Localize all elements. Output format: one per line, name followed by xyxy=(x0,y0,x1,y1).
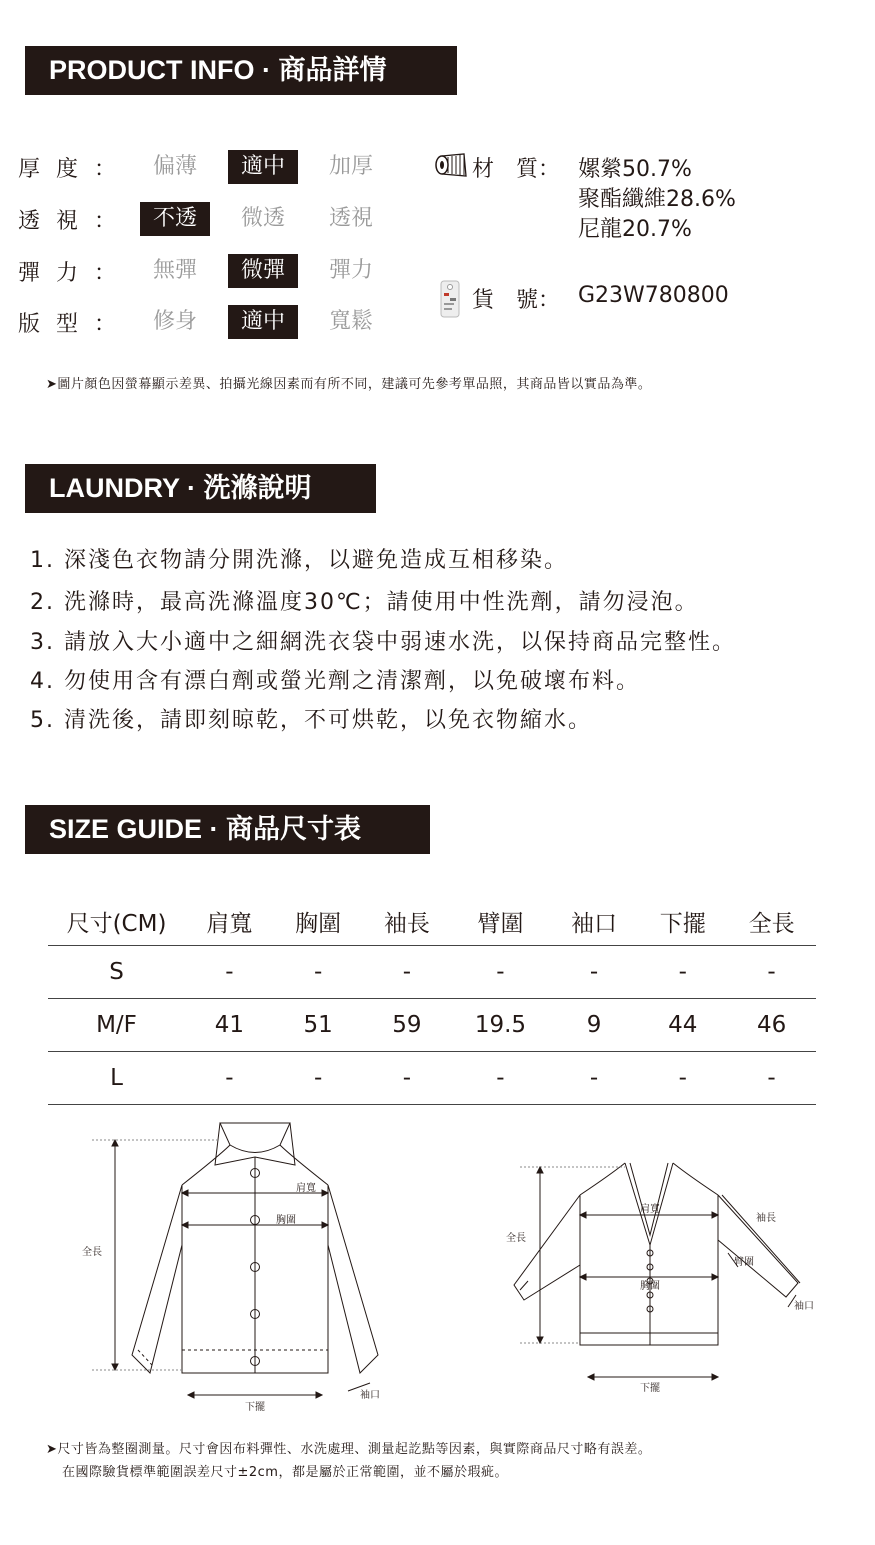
measure-cell: - xyxy=(638,946,727,999)
arm-label: 臂圍 xyxy=(734,1257,754,1268)
material-line: 嫘縈50.7% xyxy=(578,157,692,182)
cuff-label: 袖口 xyxy=(360,1390,380,1401)
chest-label: 胸圍 xyxy=(640,1281,660,1292)
column-header: 袖口 xyxy=(550,897,639,946)
size-table-header-row xyxy=(48,897,816,946)
attribute-label: 版型： xyxy=(18,311,133,337)
attribute-option: 透視 xyxy=(328,206,373,231)
attribute-option-selected: 微彈 xyxy=(228,254,298,288)
attribute-row xyxy=(18,254,404,288)
measure-cell: - xyxy=(451,1052,549,1105)
attribute-option: 修身 xyxy=(152,309,197,334)
attribute-option-selected: 適中 xyxy=(228,150,298,184)
cardigan-measurement-diagram xyxy=(500,1155,830,1405)
attribute-row xyxy=(18,150,404,184)
sleeve-label: 袖長 xyxy=(756,1213,776,1224)
color-disclaimer: ➤圖片顏色因螢幕顯示差異、拍攝光線因素而有所不同，建議可先參考單品照，其商品皆以實品為準。 xyxy=(46,377,652,392)
table-row xyxy=(48,946,816,999)
sku-label: 貨 號： xyxy=(472,288,561,313)
column-header: 全長 xyxy=(727,897,816,946)
tag-icon xyxy=(438,278,462,324)
size-cell: S xyxy=(48,946,185,999)
laundry-item: 3. 請放入大小適中之細網洗衣袋中弱速水洗，以保持商品完整性。 xyxy=(30,630,736,655)
length-label: 全長 xyxy=(506,1233,526,1244)
attribute-option: 偏薄 xyxy=(152,154,197,179)
product-info-header: PRODUCT INFO · 商品詳情 xyxy=(25,46,457,95)
column-header: 袖長 xyxy=(363,897,452,946)
table-row xyxy=(48,999,816,1052)
sku-value: G23W780800 xyxy=(578,283,729,308)
material-line: 聚酯纖維28.6% xyxy=(578,187,736,212)
measure-cell: - xyxy=(274,1052,363,1105)
measure-cell: - xyxy=(550,1052,639,1105)
attribute-label: 彈力： xyxy=(18,260,133,286)
measure-cell: - xyxy=(274,946,363,999)
chest-label: 胸圍 xyxy=(276,1215,296,1226)
table-row xyxy=(48,1052,816,1105)
size-disclaimer: ➤尺寸皆為整圈測量。尺寸會因布料彈性、水洗處理、測量起訖點等因素，與實際商品尺寸略有誤差。 xyxy=(46,1442,652,1457)
measure-cell: - xyxy=(727,946,816,999)
cuff-label: 袖口 xyxy=(794,1301,814,1312)
attribute-row xyxy=(18,202,404,236)
shoulder-label: 肩寬 xyxy=(640,1204,660,1215)
measure-cell: - xyxy=(638,1052,727,1105)
measure-cell: - xyxy=(727,1052,816,1105)
size-cell: L xyxy=(48,1052,185,1105)
jacket-measurement-diagram xyxy=(70,1115,400,1420)
laundry-item: 1. 深淺色衣物請分開洗滌，以避免造成互相移染。 xyxy=(30,548,568,573)
laundry-item: 5. 清洗後，請即刻晾乾，不可烘乾，以免衣物縮水。 xyxy=(30,708,592,733)
measure-cell: - xyxy=(185,946,274,999)
measure-cell: 41 xyxy=(185,999,274,1052)
laundry-item: 2. 洗滌時，最高洗滌溫度30℃；請使用中性洗劑，請勿浸泡。 xyxy=(30,590,699,615)
column-header: 肩寬 xyxy=(185,897,274,946)
measure-cell: - xyxy=(550,946,639,999)
attribute-option: 無彈 xyxy=(152,258,197,283)
attribute-option: 寬鬆 xyxy=(328,309,373,334)
measure-cell: 19.5 xyxy=(451,999,549,1052)
attribute-option-selected: 不透 xyxy=(140,202,210,236)
size-table xyxy=(48,897,816,1105)
laundry-item: 4. 勿使用含有漂白劑或螢光劑之清潔劑，以免破壞布料。 xyxy=(30,669,640,694)
material-label: 材 質： xyxy=(472,157,561,182)
measure-cell: 51 xyxy=(274,999,363,1052)
measure-cell: - xyxy=(451,946,549,999)
material-line: 尼龍20.7% xyxy=(578,217,692,242)
attribute-option-selected: 適中 xyxy=(228,305,298,339)
column-header: 胸圍 xyxy=(274,897,363,946)
attribute-label: 厚度： xyxy=(18,156,133,182)
hem-label: 下擺 xyxy=(640,1383,660,1394)
measure-cell: - xyxy=(363,1052,452,1105)
thread-spool-icon xyxy=(434,152,474,182)
attribute-option: 微透 xyxy=(240,206,285,231)
laundry-header: LAUNDRY · 洗滌說明 xyxy=(25,464,376,513)
measure-cell: 9 xyxy=(550,999,639,1052)
measure-cell: - xyxy=(185,1052,274,1105)
attribute-option: 彈力 xyxy=(328,258,373,283)
attribute-label: 透視： xyxy=(18,208,133,234)
size-tolerance-note: 在國際驗貨標準範圍誤差尺寸±2cm，都是屬於正常範圍，並不屬於瑕疵。 xyxy=(62,1465,508,1480)
measure-cell: 46 xyxy=(727,999,816,1052)
column-header: 下擺 xyxy=(638,897,727,946)
length-label: 全長 xyxy=(82,1247,102,1258)
measure-cell: - xyxy=(363,946,452,999)
column-header: 尺寸(CM) xyxy=(48,897,185,946)
column-header: 臂圍 xyxy=(451,897,549,946)
size-guide-header: SIZE GUIDE · 商品尺寸表 xyxy=(25,805,430,854)
shoulder-label: 肩寬 xyxy=(296,1183,316,1194)
attribute-row xyxy=(18,305,404,339)
size-cell: M/F xyxy=(48,999,185,1052)
hem-label: 下擺 xyxy=(245,1402,265,1413)
measure-cell: 59 xyxy=(363,999,452,1052)
attribute-option: 加厚 xyxy=(328,154,373,179)
measure-cell: 44 xyxy=(638,999,727,1052)
